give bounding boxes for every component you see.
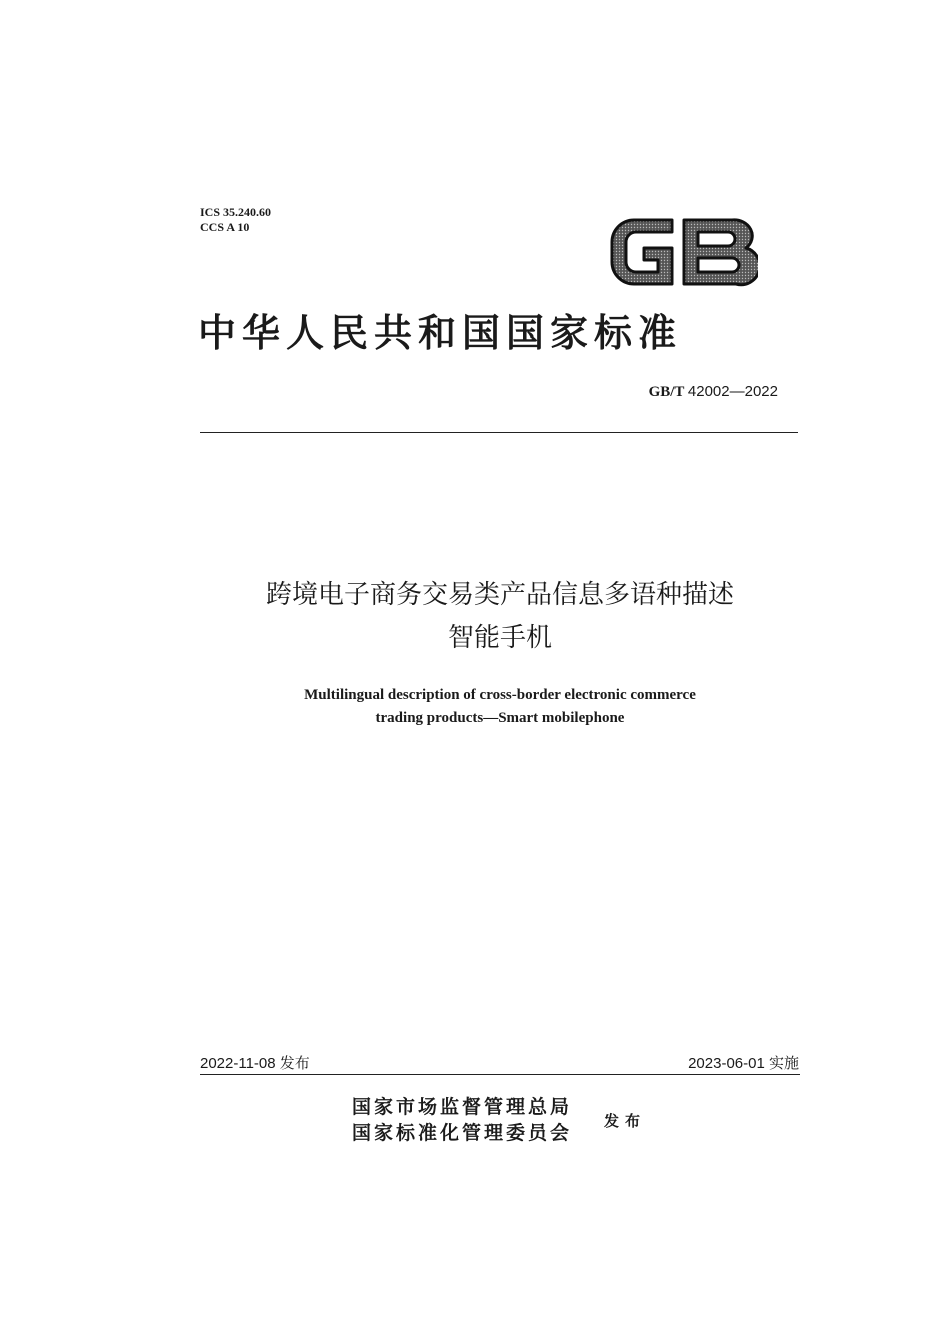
gb-logo-icon: [606, 214, 758, 290]
agency-samr: 国家市场监督管理总局: [352, 1096, 573, 1118]
title-en-line2: trading products—Smart mobilephone: [375, 710, 625, 726]
agency-sac: 国家标准化管理委员会: [352, 1122, 573, 1144]
implementation-date: 2023-06-01 实施: [688, 1055, 799, 1072]
header-divider: [200, 432, 798, 433]
national-standard-title: 中华人民共和国国家标准: [198, 310, 683, 355]
standard-code: 42002—2022: [687, 383, 778, 400]
ccs-code: CCS A 10: [200, 220, 250, 234]
title-cn-line2: 智能手机: [447, 623, 552, 653]
issue-date: 2022-11-08 发布: [200, 1055, 310, 1072]
title-en-line1: Multilingual description of cross-border electronic commerce: [304, 687, 696, 703]
standard-prefix: GB/T: [648, 384, 688, 400]
publisher-agencies: [352, 1094, 572, 1146]
publish-label: 发布: [604, 1112, 647, 1130]
ics-code: ICS 35.240.60: [200, 205, 272, 219]
classification-codes: [200, 205, 271, 235]
standard-number: [649, 383, 778, 401]
title-cn-line1: 跨境电子商务交易类产品信息多语种描述: [265, 580, 734, 610]
footer-divider: [200, 1074, 800, 1075]
